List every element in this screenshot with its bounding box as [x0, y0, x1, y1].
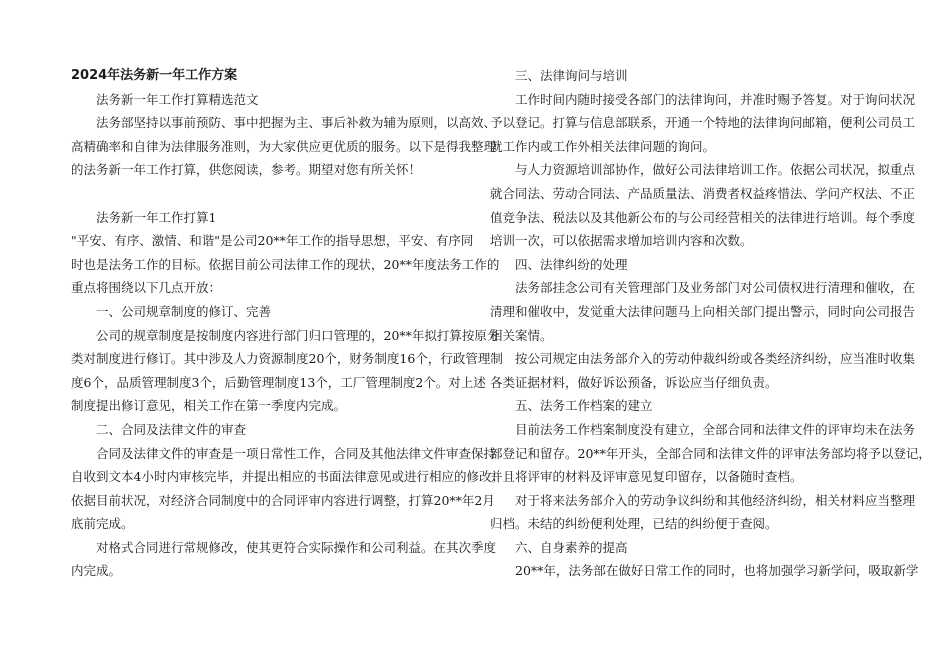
- text-line: 工作时间内随时接受各部门的法律询问，并准时赐予答复。对于询问状况: [515, 91, 916, 107]
- text-line: 类对制度进行修订。其中涉及人力资源制度20个，财务制度16个，行政管理制: [71, 351, 503, 367]
- text-line: 法务部坚持以事前预防、事中把握为主、事后补救为辅为原则，以高效、: [96, 115, 497, 131]
- text-line: 各类证据材料，做好诉讼预备，诉讼应当仔细负责。: [490, 374, 778, 390]
- text-line: 20**年，法务部在做好日常工作的同时，也将加强学习新学问，吸取新学: [515, 563, 919, 579]
- text-line: 一、公司规章制度的修订、完善: [96, 303, 272, 319]
- text-line: 对于将来法务部介入的劳动争议纠纷和其他经济纠纷，相关材料应当整理: [515, 492, 916, 508]
- text-line: 内完成。: [71, 563, 122, 579]
- text-line: 值竞争法、税法以及其他新公布的与公司经营相关的法律进行培训。每个季度: [490, 209, 916, 225]
- text-line: "平安、有序、激情、和谐"是公司20**年工作的指导思想，平安、有序同: [71, 233, 474, 249]
- text-line: 三、法律询问与培训: [515, 68, 628, 83]
- text-line: 底前完成。: [71, 516, 134, 532]
- text-line: 予以登记。打算与信息部联系，开通一个特地的法律询问邮箱，便利公司员工: [490, 115, 916, 131]
- text-line: 公司的规章制度是按制度内容进行部门归口管理的，20**年拟打算按原分: [96, 327, 500, 343]
- text-line: 自收到文本4小时内审核完毕，并提出相应的书面法律意见或进行相应的修改；: [71, 469, 504, 485]
- text-line: 目前法务工作档案制度没有建立，全部合同和法律文件的评审均未在法务: [515, 421, 916, 437]
- text-line: 法务新一年工作打算精选范文: [96, 91, 259, 107]
- text-line: 归档。未结的纠纷便利处理，已结的纠纷便于查阅。: [490, 516, 778, 532]
- left-column: [71, 64, 504, 583]
- text-line: 清理和催收中，发觉重大法律问题马上向相关部门提出警示，同时向公司报告: [490, 303, 916, 319]
- text-line: 就工作内或工作外相关法律问题的询问。: [490, 138, 716, 154]
- blank-line: [71, 182, 465, 206]
- text-line: 依据目前状况，对经济合同制度中的合同评审内容进行调整，打算20**年2月: [71, 492, 495, 508]
- text-line: 并且将评审的材料及评审意见复印留存，以备随时查档。: [490, 469, 803, 485]
- text-line: 部登记和留存。20**年开头，全部合同和法律文件的评审法务部均将予以登记，: [490, 445, 931, 461]
- text-line: 相关案情。: [490, 327, 553, 343]
- text-line: 五、法务工作档案的建立: [515, 398, 653, 414]
- text-line: 法务部挂念公司有关管理部门及业务部门对公司债权进行清理和催收，在: [515, 280, 916, 296]
- text-line: 二、合同及法律文件的审查: [96, 421, 247, 437]
- text-line: 法务新一年工作打算1: [96, 209, 217, 225]
- text-line: 制度提出修订意见，相关工作在第一季度内完成。: [71, 398, 347, 414]
- text-line: 时也是法务工作的目标。依据目前公司法律工作的现状，20**年度法务工作的: [71, 256, 500, 272]
- text-line: 六、自身素养的提高: [515, 539, 628, 555]
- text-line: 与人力资源培训部协作，做好公司法律培训工作。依据公司状况，拟重点: [515, 162, 916, 178]
- text-line: 就合同法、劳动合同法、产品质量法、消费者权益疼惜法、学问产权法、不正: [490, 185, 916, 201]
- document-title: 2024年法务新一年工作方案: [71, 68, 238, 83]
- right-column: [490, 64, 931, 583]
- text-line: 的法务新一年工作打算，供您阅读，参考。期望对您有所关怀！: [71, 162, 422, 178]
- text-line: 对格式合同进行常规修改，使其更符合实际操作和公司利益。在其次季度: [96, 539, 497, 555]
- text-line: 按公司规定由法务部介入的劳动仲裁纠纷或各类经济纠纷，应当准时收集: [515, 351, 916, 367]
- text-line: 四、法律纠纷的处理: [515, 256, 628, 272]
- text-line: 重点将围绕以下几点开放：: [71, 280, 222, 296]
- text-line: 高精确率和自律为法律服务准则，为大家供应更优质的服务。以下是得我整理: [71, 138, 497, 154]
- text-line: 度6个，品质管理制度3个，后勤管理制度13个，工厂管理制度2个。对上述: [71, 374, 486, 390]
- text-line: 培训一次，可以依据需求增加培训内容和次数。: [490, 233, 753, 249]
- text-line: 合同及法律文件的审查是一项日常性工作，合同及其他法律文件审查保持: [96, 445, 497, 461]
